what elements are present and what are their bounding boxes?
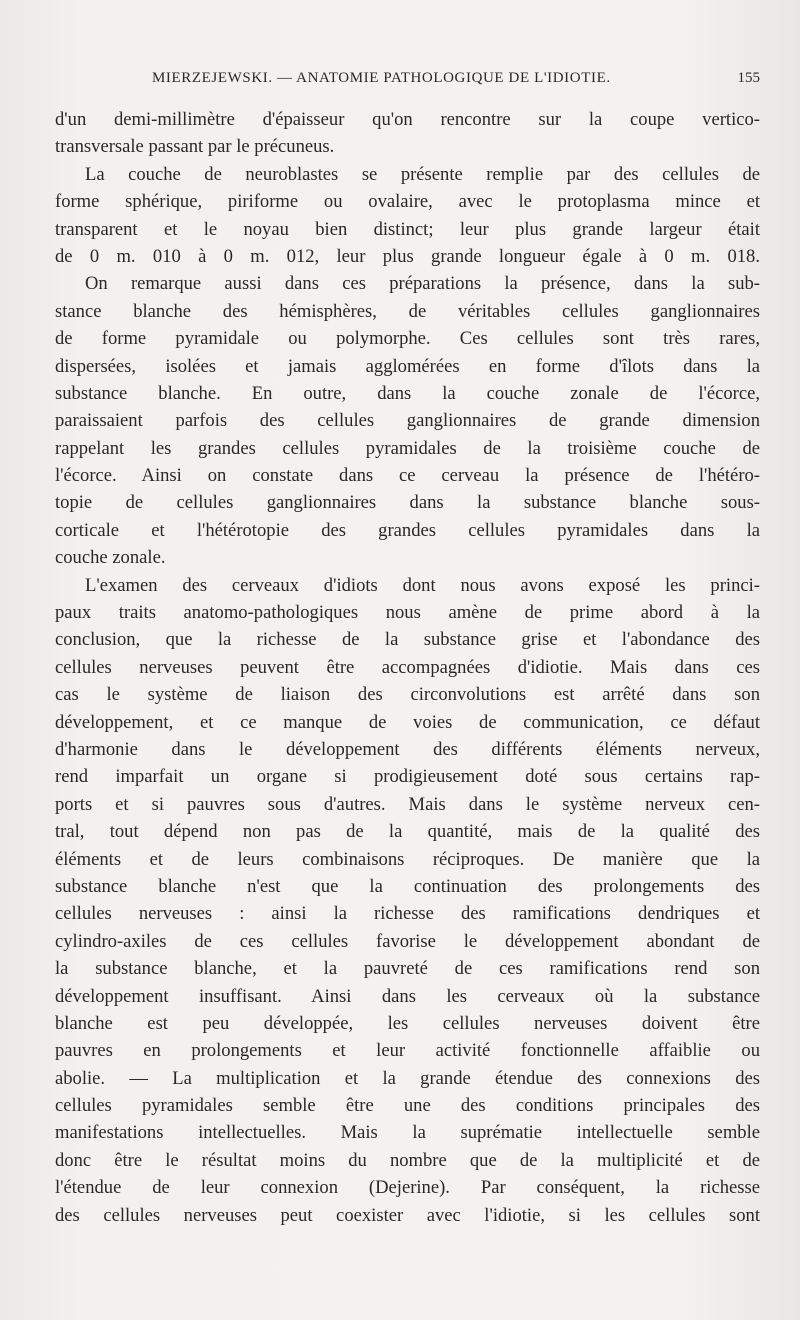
text-line: cellules nerveuses peuvent être accompagnées d'idiotie. Mais dans ces <box>55 656 760 678</box>
text-line: stance blanche des hémisphères, de véritables cellules ganglionnaires <box>55 300 760 322</box>
page-number: 155 <box>737 70 760 86</box>
running-head: MIERZEJEWSKI. — ANATOMIE PATHOLOGIQUE DE L'IDIOTIE. <box>152 70 611 86</box>
text-line: cellules pyramidales semble être une des conditions principales des <box>55 1095 760 1117</box>
text-line: d'harmonie dans le développement des différents éléments nerveux, <box>55 738 760 760</box>
text-line: développement, et ce manque de voies de communication, ce défaut <box>55 711 760 733</box>
text-line: corticale et l'hétérotopie des grandes cellules pyramidales dans la <box>55 519 760 541</box>
text-line: transparent et le noyau bien distinct; leur plus grande largeur était <box>55 218 760 240</box>
text-line: transversale passant par le précuneus. <box>55 136 335 158</box>
body-text <box>55 106 760 1229</box>
text-line: forme sphérique, piriforme ou ovalaire, avec le protoplasma mince et <box>55 191 760 213</box>
text-line: tral, tout dépend non pas de la quantité, mais de la qualité des <box>55 821 760 843</box>
text-line: développement insuffisant. Ainsi dans les cerveaux où la substance <box>55 985 760 1007</box>
text-line: L'examen des cerveaux d'idiots dont nous avons exposé les princi- <box>85 574 760 596</box>
text-line: d'un demi-millimètre d'épaisseur qu'on rencontre sur la coupe vertico- <box>55 109 760 130</box>
text-line: dispersées, isolées et jamais agglomérées en forme d'îlots dans la <box>55 355 760 377</box>
text-line: topie de cellules ganglionnaires dans la substance blanche sous- <box>55 492 760 514</box>
text-line: de 0 m. 010 à 0 m. 012, leur plus grande longueur égale à 0 m. 018. <box>55 245 760 267</box>
text-line: On remarque aussi dans ces préparations la présence, dans la sub- <box>85 273 760 295</box>
text-line: cas le système de liaison des circonvolutions est arrêté dans son <box>55 684 760 706</box>
text-line: rend imparfait un organe si prodigieusement doté sous certains rap- <box>55 766 760 788</box>
text-line: pauvres en prolongements et leur activité fonctionnelle affaiblie ou <box>55 1040 760 1062</box>
text-line: substance blanche n'est que la continuation des prolongements des <box>55 875 760 897</box>
text-line: éléments et de leurs combinaisons réciproques. De manière que la <box>55 848 760 870</box>
text-line: blanche est peu développée, les cellules nerveuses doivent être <box>55 1012 760 1034</box>
text-line: conclusion, que la richesse de la substance grise et l'abondance des <box>55 629 760 651</box>
text-line: cylindro-axiles de ces cellules favorise le développement abondant de <box>55 930 760 952</box>
text-line: des cellules nerveuses peut coexister avec l'idiotie, si les cellules sont <box>55 1204 760 1226</box>
text-line: cellules nerveuses : ainsi la richesse des ramifications dendriques et <box>55 903 760 925</box>
text-line: l'écorce. Ainsi on constate dans ce cerveau la présence de l'hétéro- <box>55 465 760 487</box>
text-line: manifestations intellectuelles. Mais la suprématie intellectuelle semble <box>55 1122 760 1144</box>
text-line: ports et si pauvres sous d'autres. Mais dans le système nerveux cen- <box>55 793 760 815</box>
text-line: la substance blanche, et la pauvreté de ces ramifications rend son <box>55 958 760 980</box>
text-line: l'étendue de leur connexion (Dejerine). Par conséquent, la richesse <box>55 1177 760 1199</box>
text-line: substance blanche. En outre, dans la couche zonale de l'écorce, <box>55 382 760 404</box>
text-line: de forme pyramidale ou polymorphe. Ces cellules sont très rares, <box>55 328 760 350</box>
text-line: paraissaient parfois des cellules ganglionnaires de grande dimension <box>55 410 760 432</box>
text-line: La couche de neuroblastes se présente remplie par des cellules de <box>85 163 760 185</box>
text-line: couche zonale. <box>55 547 166 569</box>
text-line: paux traits anatomo-pathologiques nous amène de prime abord à la <box>55 602 760 624</box>
text-line: donc être le résultat moins du nombre que de la multiplicité et de <box>55 1149 760 1171</box>
page-header <box>55 70 760 94</box>
text-line: abolie. — La multiplication et la grande étendue des connexions des <box>55 1067 760 1089</box>
text-line: rappelant les grandes cellules pyramidales de la troisième couche de <box>55 437 760 459</box>
